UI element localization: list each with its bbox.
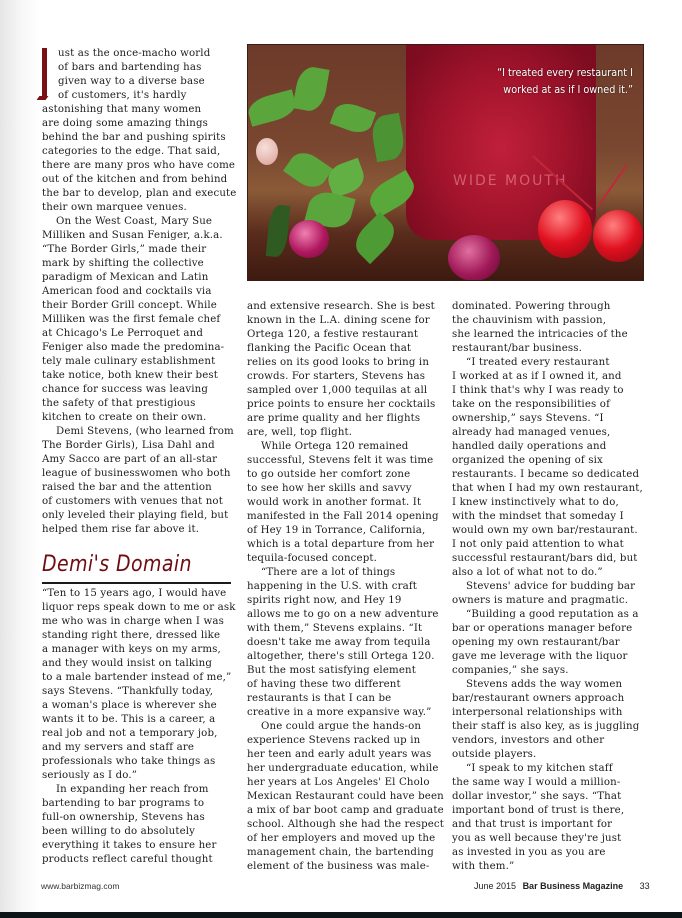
article-text-line: chance for success was leaving [42,384,209,395]
article-text-line: In expanding her reach from [56,784,209,795]
article-text-line: opening my own restaurant/bar [452,637,620,648]
column-1-text [42,47,238,537]
article-text-line: While Ortega 120 remained [261,441,409,452]
article-text-line: of customers, it's hardly [58,90,187,101]
article-text-line: I not only paid attention to what [452,539,624,550]
leaf [330,99,376,137]
article-text-line: restaurants. I became so dedicated [452,469,640,480]
article-text-line: and that trust is important for [452,819,613,830]
article-text-line: a mix of bar boot camp and graduate [247,805,444,816]
article-text-line: dominated. Powering through [452,301,611,312]
article-text-line: manifested in the Fall 2014 opening [247,511,439,522]
article-text-line: American food and cocktails via [42,286,212,297]
leaf [369,113,406,163]
article-text-line: altogether, there's still Ortega 120. [247,651,435,662]
article-text-line: she learned the intricacies of the [452,329,628,340]
article-column-2 [247,300,443,874]
berry-unripe [256,138,278,165]
article-text-line: of having these two different [247,679,401,690]
article-text-line: flanking the Pacific Ocean that [247,343,412,354]
article-column-1-continued [42,587,238,867]
article-text-line: owners is mature and pragmatic. [452,595,629,606]
berry [289,220,329,258]
article-text-line: One could argue the hands-on [261,721,422,732]
article-text-line: out of the kitchen and from behind [42,174,228,185]
article-text-line: seriously as I do.” [42,770,138,781]
article-text-line: their staff is also key, as is juggling [452,721,640,732]
article-text-line: says Stevens. “Thankfully today, [42,686,214,697]
article-text-line: been willing to do absolutely [42,826,196,837]
article-text-line: spirits right now, and Hey 19 [247,595,402,606]
article-text-line: products reflect careful thought [42,854,213,865]
article-text-line: wants it to be. This is a career, a [42,714,216,725]
article-text-line: everything it takes to ensure her [42,840,217,851]
article-text-line: their Border Grill concept. While [42,300,217,311]
article-text-line: standing right there, dressed like [42,630,221,641]
article-text-line: real job and not a temporary job, [42,728,218,739]
article-text-line: price points to ensure her cocktails [247,399,436,410]
article-text-line: mark by shifting the collective [42,258,204,269]
article-text-line: management chain, the bartending [247,847,434,858]
article-text-line: professionals who take things as [42,756,216,767]
article-text-line: tequila-focused concept. [247,553,378,564]
cherry-stem [597,164,627,206]
article-text-line: the same way I would a million- [452,777,621,788]
article-text-line: league of businesswomen who both [42,468,231,479]
article-text-line: to go outside her comfort zone [247,469,411,480]
article-text-line: tely male culinary establishment [42,356,216,367]
footer-website: www.barbizmag.com [41,881,120,891]
article-text-line: element of the business was male- [247,861,430,872]
article-text-line: relies on its good looks to bring in [247,357,430,368]
article-text-line: and extensive research. She is best [247,301,435,312]
article-text-line: happening in the U.S. with craft [247,581,417,592]
article-text-line: allows me to go on a new adventure [247,609,439,620]
article-text-line: important bond of trust is there, [452,805,625,816]
article-text-line: bartending to bar programs to [42,798,205,809]
article-text-line: But the most satisfying element [247,665,416,676]
pull-quote-line: “I treated every restaurant I [497,67,633,79]
footer-magazine-name: Bar Business Magazine [522,881,624,891]
article-text-line: also a lot of what not to do.” [452,567,603,578]
heading-rule [42,582,231,584]
article-text-line: that when I had my own restaurant, [452,483,643,494]
article-text-line: there are many pros who have come [42,160,236,171]
article-text-line: the bar to develop, plan and execute [42,188,237,199]
article-text-line: you as well because they're just [452,833,622,844]
page-number: 33 [639,881,650,891]
article-text-line: handled daily operations and [452,441,607,452]
article-text-line: with them,” Stevens explains. “It [247,623,423,634]
article-text-line: of customers with venues that not [42,496,223,507]
cherry [593,210,643,262]
leaf [266,204,290,258]
article-text-line: ownership,” says Stevens. “I [452,413,604,424]
article-text-line: interpersonal relationships with [452,707,623,718]
article-text-line: doesn't take me away from tequila [247,637,431,648]
article-text-line: astonishing that many women [42,104,202,115]
article-text-line: gave me leverage with the liquor [452,651,628,662]
leaf [292,65,329,114]
article-text-line: her undergraduate education, while [247,763,439,774]
article-text-line: are doing some amazing things [42,118,209,129]
article-text-line: bar/restaurant owners approach [452,693,625,704]
article-text-line: are prime quality and her flights [247,413,421,424]
article-text-line: already had managed venues, [452,427,611,438]
article-text-line: On the West Coast, Mary Sue [56,216,213,227]
article-text-line: and they would insist on talking [42,658,213,669]
article-text-line: a manager with keys on my arms, [42,644,221,655]
article-text-line: restaurants is that I can be [247,693,392,704]
article-text-line: restaurant/bar business. [452,343,583,354]
article-text-line: take on the responsibilities of [452,399,610,410]
article-text-line: a woman's place is wherever she [42,700,217,711]
article-text-line: with the mindset that someday I [452,511,624,522]
article-text-line: sampled over 1,000 tequilas at all [247,385,428,396]
article-text-line: successful, Stevens felt it was time [247,455,434,466]
article-text-line: bar or operations manager before [452,623,633,634]
article-text-line: the chauvinism with passion, [452,315,607,326]
article-text-line: only leveled their playing field, but [42,510,229,521]
article-column-1 [42,47,238,537]
article-text-line: Milliken was the first female chef [42,314,221,325]
cherry [538,200,592,258]
section-heading: Demi's Domain [42,552,192,577]
article-text-line: would work in another format. It [247,497,422,508]
article-text-line: liquor reps speak down to me or ask [42,602,236,613]
article-text-line: full-on ownership, Stevens has [42,812,205,823]
article-text-line: Demi Stevens, (who learned from [56,426,234,437]
article-text-line: would own my own bar/restaurant. [452,525,638,536]
article-text-line: “I speak to my kitchen staff [466,763,613,774]
article-text-line: and my servers and staff are [42,742,195,753]
article-text-line: dollar investor,” she says. “That [452,791,622,802]
article-text-line: raised the bar and the attention [42,482,212,493]
article-text-line: creative in a more expansive way.” [247,707,432,718]
article-text-line: I think that's why I was ready to [452,385,624,396]
article-text-line: known in the L.A. dining scene for [247,315,430,326]
article-text-line: successful restaurant/bars did, but [452,553,638,564]
article-column-3 [452,300,648,874]
article-text-line: with them.” [452,861,515,872]
article-text-line: “Building a good reputation as a [466,609,639,620]
article-text-line: paradigm of Mexican and Latin [42,272,209,283]
pull-quote [481,65,633,99]
article-text-line: as invested in you as you are [452,847,606,858]
article-text-line: the safety of that prestigious [42,398,196,409]
article-text-line: outside players. [452,749,537,760]
leaf [283,146,333,194]
article-text-line: The Border Girls), Lisa Dahl and [42,440,215,451]
screen-bottom-edge [0,912,682,918]
article-text-line: “There are a lot of things [261,567,396,578]
article-text-line: of bars and bartending has [58,62,202,73]
article-text-line: kitchen to create on their own. [42,412,207,423]
article-text-line: Ortega 120, a festive restaurant [247,329,419,340]
article-text-line: are, well, top flight. [247,427,353,438]
article-text-line: which is a total departure from her [247,539,435,550]
article-text-line: her teen and early adult years was [247,749,432,760]
article-text-line: their own marquee venues. [42,202,187,213]
drop-cap-letter-j [42,48,47,96]
article-photo [247,44,644,281]
article-text-line: vendors, investors and other [452,735,605,746]
article-text-line: her years at Los Angeles' El Cholo [247,777,430,788]
footer-issue-info [474,881,650,891]
article-text-line: me who was in charge when I was [42,616,224,627]
article-text-line: Feniger also made the predomina- [42,342,225,353]
jar-embossing: WIDE MOUTH [453,173,568,189]
article-text-line: “Ten to 15 years ago, I would have [42,588,227,599]
article-text-line: companies,” she says. [452,665,569,676]
article-text-line: organized the opening of six [452,455,603,466]
pull-quote-line: worked at as if I owned it.” [503,84,633,96]
article-text-line: ust as the once-macho world [58,48,211,59]
article-text-line: I worked at as if I owned it, and [452,371,622,382]
article-text-line: to see how her skills and savvy [247,483,412,494]
article-text-line: Stevens' advice for budding bar [466,581,636,592]
article-text-line: experience Stevens racked up in [247,735,421,746]
article-text-line: of Hey 19 in Torrance, California, [247,525,426,536]
leaf [247,89,299,127]
article-text-line: behind the bar and pushing spirits [42,132,226,143]
article-text-line: “The Border Girls,” made their [42,244,207,255]
article-text-line: of her employers and moved up the [247,833,436,844]
article-text-line: given way to a diverse base [58,76,205,87]
article-text-line: Milliken and Susan Feniger, a.k.a. [42,230,223,241]
article-text-line: at Chicago's Le Perroquet and [42,328,204,339]
article-text-line: Stevens adds the way women [466,679,623,690]
article-text-line: helped them rise far above it. [42,524,200,535]
leaf [349,212,401,264]
article-text-line: “I treated every restaurant [466,357,610,368]
article-text-line: categories to the edge. That said, [42,146,221,157]
article-text-line: crowds. For starters, Stevens has [247,371,426,382]
article-text-line: take notice, both knew their best [42,370,219,381]
footer-issue-date: June 2015 [474,881,517,891]
article-text-line: school. Although she had the respect [247,819,445,830]
article-text-line: to a male bartender instead of me,” [42,672,232,683]
berry [448,235,500,281]
article-text-line: Mexican Restaurant could have been [247,791,444,802]
article-text-line: I knew instinctively what to do, [452,497,619,508]
article-text-line: Amy Sacco are part of an all-star [42,454,218,465]
